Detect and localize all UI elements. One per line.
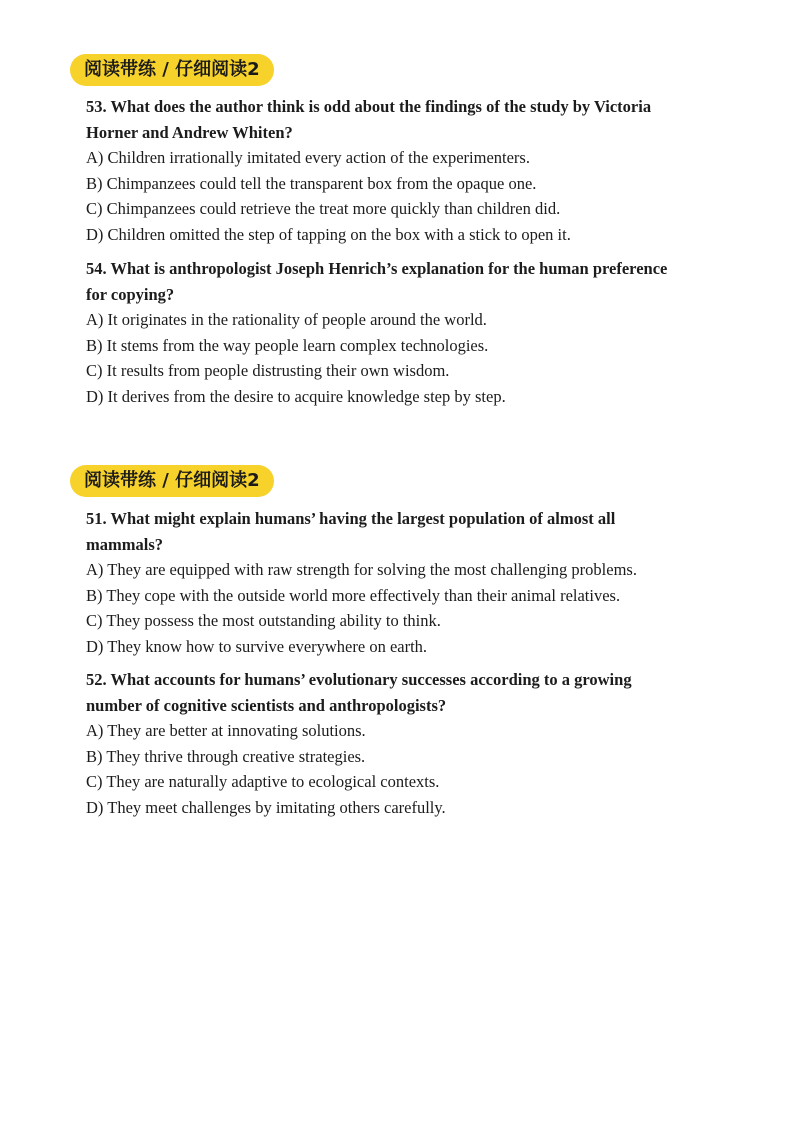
question-52	[86, 667, 726, 820]
question-title	[86, 256, 726, 307]
option-a: A) They are equipped with raw strength for solving the most challenging problems.	[86, 560, 637, 579]
option-d: D) Children omitted the step of tapping on the box with a stick to open it.	[86, 224, 571, 244]
section-tag: 阅读带练 / 仔细阅读2	[70, 54, 274, 86]
option-c: C) Chimpanzees could retrieve the treat more quickly than children did.	[86, 199, 561, 218]
option-a: A) It originates in the rationality of people around the world.	[86, 310, 487, 329]
option-b: B) It stems from the way people learn complex technologies.	[86, 335, 489, 355]
question-54	[86, 256, 726, 409]
question-title-line-2: Horner and Andrew Whiten?	[86, 122, 293, 142]
option-c: C) It results from people distrusting their own wisdom.	[86, 361, 450, 380]
option-d: D) They meet challenges by imitating others carefully.	[86, 797, 446, 817]
option-b: B) They cope with the outside world more effectively than their animal relatives.	[86, 585, 621, 605]
option-b: B) Chimpanzees could tell the transparent box from the opaque one.	[86, 173, 537, 193]
section-tag: 阅读带练 / 仔细阅读2	[70, 465, 274, 497]
question-title-line-1: 52. What accounts for humans’ evolutionary successes according to a growing	[86, 670, 632, 689]
question-title	[86, 506, 726, 557]
option-a: A) They are better at innovating solutions.	[86, 721, 366, 740]
question-title-line-2: for copying?	[86, 284, 175, 304]
option-c: C) They are naturally adaptive to ecological contexts.	[86, 772, 440, 791]
question-53	[86, 94, 726, 247]
question-title-line-2: mammals?	[86, 534, 163, 554]
option-a: A) Children irrationally imitated every action of the experimenters.	[86, 148, 530, 167]
option-c: C) They possess the most outstanding ability to think.	[86, 611, 441, 630]
question-title-line-2: number of cognitive scientists and anthropologists?	[86, 695, 447, 715]
option-d: D) They know how to survive everywhere on earth.	[86, 636, 428, 656]
question-title	[86, 667, 726, 718]
option-b: B) They thrive through creative strategies.	[86, 746, 366, 766]
question-title-line-1: 51. What might explain humans’ having the largest population of almost all	[86, 509, 616, 528]
question-title	[86, 94, 726, 145]
question-title-line-1: 54. What is anthropologist Joseph Henrich’s explanation for the human preference	[86, 259, 668, 278]
question-title-line-1: 53. What does the author think is odd about the findings of the study by Victoria	[86, 97, 652, 116]
option-d: D) It derives from the desire to acquire knowledge step by step.	[86, 386, 506, 406]
question-51	[86, 506, 726, 659]
